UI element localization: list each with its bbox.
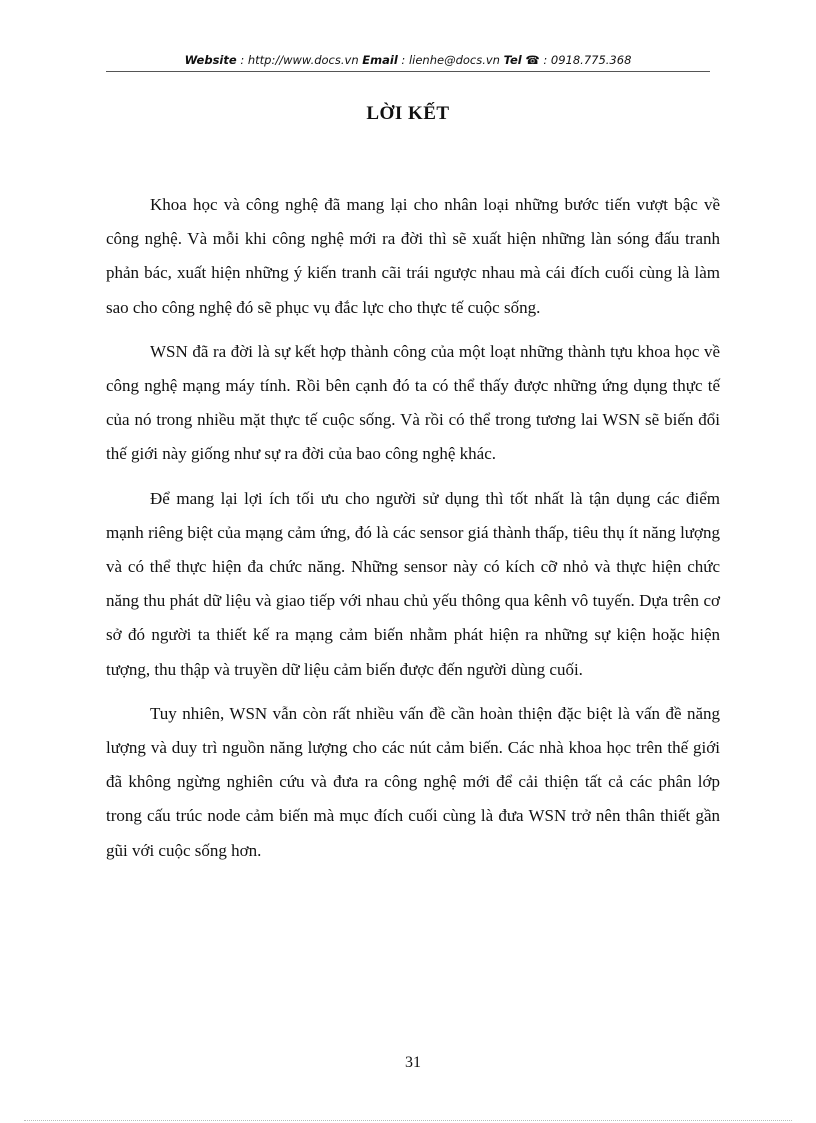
page-title: LỜI KẾT	[366, 103, 450, 124]
page-number: 31	[405, 1054, 421, 1071]
website-value: : http://www.docs.vn	[236, 53, 363, 67]
email-value: : lienhe@docs.vn	[397, 53, 504, 67]
tel-value: : 0918.775.368	[539, 53, 632, 67]
page-header	[106, 50, 710, 70]
website-label: Website	[184, 53, 237, 67]
paragraph-2: WSN đã ra đời là sự kết hợp thành công của một loạt những thành tựu khoa học về công nghệ mạng máy tính. Rồi bên cạnh đó ta có thể thấy được những ứng dụng thực tế của nó trong nhiều mặt thực tế cuộc sống. Và rồi có thể trong tương lai WSN sẽ biến đổi thế giới này giống như sự ra đời của bao công nghệ khác.	[106, 341, 720, 464]
phone-icon: ☎	[525, 53, 540, 67]
tel-label: Tel	[503, 53, 522, 67]
paragraph-1: Khoa học và công nghệ đã mang lại cho nhân loại những bước tiến vượt bậc về công nghệ. Và mỗi khi công nghệ mới ra đời thì sẽ xuất hiện những làn sóng đấu tranh phản bác, xuất hiện những ý kiến tranh cãi trái ngược nhau mà cái đích cuối cùng là làm sao cho công nghệ đó sẽ phục vụ đắc lực cho thực tế cuộc sống.	[106, 195, 720, 317]
paragraph-3: Để mang lại lợi ích tối ưu cho người sử dụng thì tốt nhất là tận dụng các điểm mạnh riêng biệt của mạng cảm ứng, đó là các sensor giá thành thấp, tiêu thụ ít năng lượng và có thể thực hiện đa chức năng. Những sensor này có kích cỡ nhỏ và thực hiện chức năng thu phát dữ liệu và giao tiếp với nhau chủ yếu thông qua kênh vô tuyến. Dựa trên cơ sở đó người ta thiết kế ra mạng cảm biến nhằm phát hiện ra những sự kiện hoặc hiện tượng, thu thập và truyền dữ liệu cảm biến được đến người dùng cuối.	[106, 488, 720, 679]
footer-divider	[24, 1120, 792, 1121]
email-label: Email	[362, 53, 398, 67]
paragraph-4: Tuy nhiên, WSN vẫn còn rất nhiều vấn đề cần hoàn thiện đặc biệt là vấn đề năng lượng và duy trì nguồn năng lượng cho các nút cảm biến. Các nhà khoa học trên thế giới đã không ngừng nghiên cứu và đưa ra công nghệ mới để cải thiện tất cả các phân lớp trong cấu trúc node cảm biến mà mục đích cuối cùng là đưa WSN trở nên thân thiết gần gũi với cuộc sống hơn.	[106, 703, 720, 860]
header-divider	[106, 71, 710, 72]
document-body	[106, 188, 720, 878]
